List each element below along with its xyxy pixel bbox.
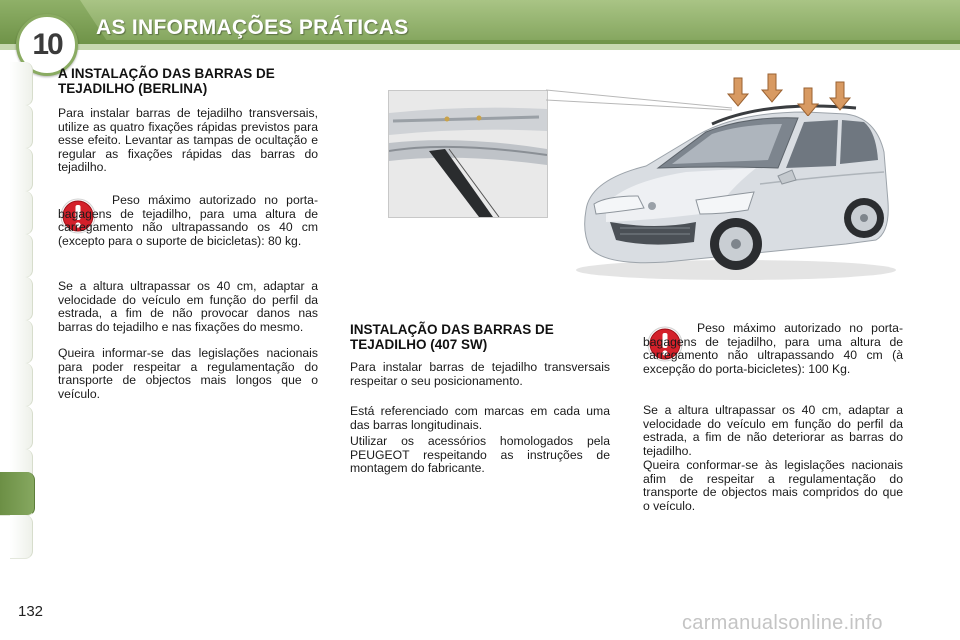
paragraph-accessories-407sw: Utilizar os acessórios homologados pela PEUGEOT respeitando as instruções de montagem do fabricante. bbox=[350, 434, 610, 476]
paragraph-legislation-berlina: Queira informar-se das legislações nacionais para poder respeitar a regulamentação do transporte de objectos mais longos que o veículo. bbox=[58, 346, 318, 401]
chapter-tab[interactable] bbox=[10, 406, 33, 450]
warning-text-berlina: Peso máximo autorizado no porta-bagagens de tejadilho, para uma altura de carregamento não ultrapassando os 40 cm (excepto para o suporte de bicicletas): 80 kg. bbox=[58, 193, 318, 248]
roof-rail-detail-photo bbox=[388, 90, 548, 218]
chapter-tab[interactable] bbox=[10, 363, 33, 407]
chapter-tab[interactable] bbox=[10, 105, 33, 149]
chapter-tab[interactable] bbox=[10, 234, 33, 278]
chapter-title: AS INFORMAÇÕES PRÁTICAS bbox=[96, 16, 409, 39]
down-arrow-icon bbox=[762, 74, 782, 102]
page-number: 132 bbox=[18, 603, 44, 620]
roof-rail-detail-illustration bbox=[389, 91, 547, 217]
paragraph-height-berlina: Se a altura ultrapassar os 40 cm, adaptar a velocidade do veículo em função do perfil da estrada, a fim de não provocar danos nas barras do tejadilho e nas fixações do mesmo. bbox=[58, 279, 318, 334]
chapter-tab-active[interactable] bbox=[0, 472, 35, 516]
down-arrow-icon bbox=[728, 78, 748, 106]
warning-text-407sw: Peso máximo autorizado no porta-bagagens de tejadilho, para uma altura de carregamento não ultrapassando 40 cm (à excepção do porta-bicicletes): 100 Kg. bbox=[643, 321, 903, 376]
chapter-tabs bbox=[0, 62, 34, 578]
watermark: carmanualsonline.info bbox=[682, 612, 883, 634]
section-title-407sw: INSTALAÇÃO DAS BARRAS DE TEJADILHO (407 SW) bbox=[350, 322, 554, 352]
chapter-tab[interactable] bbox=[10, 515, 33, 559]
down-arrow-icon bbox=[798, 88, 818, 116]
chapter-tab[interactable] bbox=[10, 320, 33, 364]
paragraph-positioning-407sw: Para instalar barras de tejadilho transversais respeitar o seu posicionamento. bbox=[350, 360, 610, 388]
header-band bbox=[0, 44, 960, 50]
down-arrow-icon bbox=[830, 82, 850, 110]
chapter-tab[interactable] bbox=[10, 148, 33, 192]
chapter-tab[interactable] bbox=[10, 62, 33, 106]
section-title-berlina: A INSTALAÇÃO DAS BARRAS DE TEJADILHO (BERLINA) bbox=[58, 66, 275, 96]
paragraph-legislation-407sw: Queira conformar-se às legislações nacionais afim de respeitar a regulamentação do transporte de objectos mais compridos do que o veículo. bbox=[643, 458, 903, 513]
paragraph-height-407sw: Se a altura ultrapassar os 40 cm, adaptar a velocidade do veículo em função do perfil da estrada, a fim de não deteriorar as barras do tejadilho. bbox=[643, 403, 903, 458]
rail-position-arrows bbox=[726, 72, 852, 116]
chapter-tab[interactable] bbox=[10, 191, 33, 235]
chapter-tab[interactable] bbox=[10, 277, 33, 321]
paragraph-intro-berlina: Para instalar barras de tejadilho transversais, utilize as quatro fixações rápidas previstos para esse efeito. Levantar as tampas de ocultação e regular as fixações rápidas das barras do tejadilho. bbox=[58, 106, 318, 175]
chapter-number-badge: 10 bbox=[16, 14, 78, 76]
paragraph-marks-407sw: Está referenciado com marcas em cada uma das barras longitudinais. bbox=[350, 404, 610, 432]
